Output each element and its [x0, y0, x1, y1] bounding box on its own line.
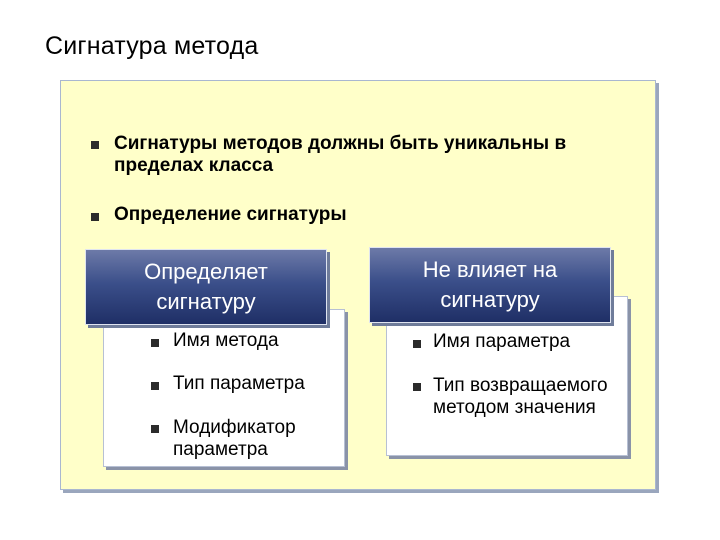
defines-signature-header — [85, 249, 327, 325]
square-bullet-icon — [151, 425, 159, 433]
not-affect-signature-header — [369, 247, 611, 323]
bullet-text: Определение сигнатуры — [114, 204, 347, 225]
square-bullet-icon — [413, 340, 421, 348]
list-item: Имя параметра — [433, 331, 571, 352]
list-item: Тип возвращаемого методом значения — [433, 375, 608, 418]
defines-signature-header-text: Определяет сигнатуру — [144, 259, 268, 314]
list-item: Имя метода — [173, 330, 279, 351]
square-bullet-icon — [151, 339, 159, 347]
square-bullet-icon — [413, 383, 421, 391]
square-bullet-icon — [91, 141, 99, 149]
not-affect-signature-header-text: Не влияет на сигнатуру — [422, 257, 558, 312]
content-panel — [60, 80, 656, 490]
square-bullet-icon — [151, 382, 159, 390]
slide-title: Сигнатура метода — [45, 32, 259, 60]
list-item: Тип параметра — [173, 373, 305, 394]
list-item: Модификатор параметра — [173, 417, 296, 460]
square-bullet-icon — [91, 213, 99, 221]
bullet-text: Сигнатуры методов должны быть уникальны в пределах класса — [114, 133, 567, 176]
